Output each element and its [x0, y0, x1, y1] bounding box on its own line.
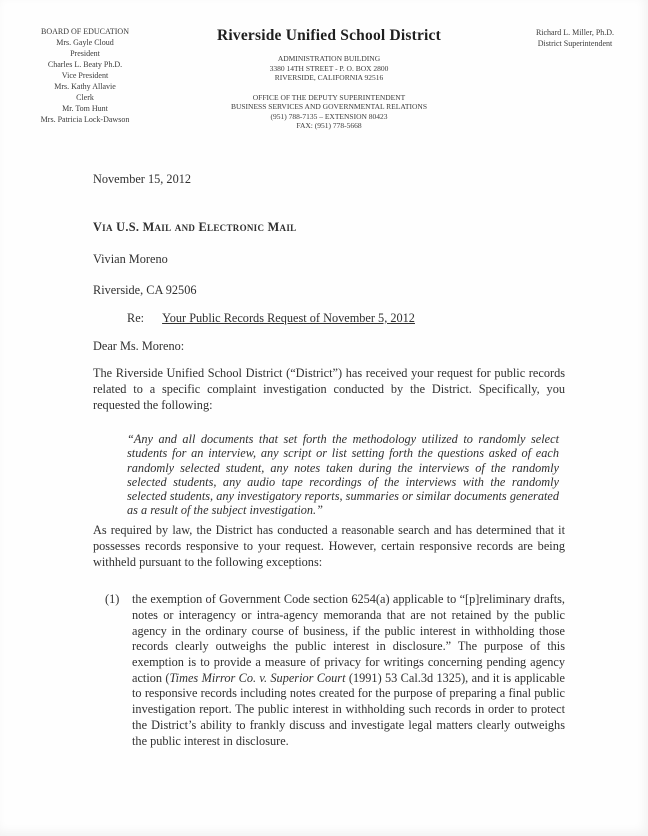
re-subject: Your Public Records Request of November 5, 2012 [162, 310, 415, 325]
phone-line: (951) 788-7135 – EXTENSION 80423 [270, 111, 388, 121]
district-letterhead [164, 27, 494, 131]
board-member-role: Vice President [61, 71, 109, 80]
office-title-line: OFFICE OF THE DEPUTY SUPERINTENDENT [252, 92, 406, 102]
exception-text [132, 592, 565, 749]
superintendent-title: District Superintendent [537, 39, 613, 48]
board-member-name: Mrs. Kathy Allavie [54, 82, 116, 91]
exception-item-1 [93, 592, 565, 749]
board-of-education-block [9, 26, 161, 125]
paragraph-search-result: As required by law, the District has conducted a reasonable search and has determined that it possesses records responsive to your request. However, certain responsive records are being withheld pursuant to the following exceptions: [93, 523, 565, 569]
district-title: Riverside Unified School District [216, 27, 441, 44]
admin-address-block [164, 54, 494, 83]
board-member-name: Mrs. Patricia Lock-Dawson [40, 115, 130, 124]
delivery-method-line: Via U.S. Mail and Electronic Mail [93, 219, 297, 234]
board-title: BOARD OF EDUCATION [40, 27, 129, 36]
street-address-line: 3380 14TH STREET - P. O. BOX 2800 [269, 63, 389, 73]
superintendent-name: Richard L. Miller, Ph.D. [535, 28, 615, 37]
office-subtitle-line: BUSINESS SERVICES AND GOVERNMENTAL RELATIONS [230, 102, 428, 111]
office-block [164, 93, 494, 131]
recipient-name: Vivian Moreno [93, 252, 168, 267]
exception-number: (1) [105, 592, 120, 607]
paragraph-intro: The Riverside Unified School District (“District”) has received your request for public records related to a specific complaint investigation conducted by the District. Specifically, you requested the following: [93, 366, 565, 412]
quoted-records-request: “Any and all documents that set forth the methodology utilized to randomly select students for an interview, any script or list setting forth the questions asked of each randomly selected student, any notes taken during the interviews of the randomly selected students, any audio tape recordings of the interviews with the randomly selected students, any investigatory reports, summaries or similar documents generated as a result of the subject investigation.” [127, 432, 559, 518]
board-member-name: Mr. Tom Hunt [62, 104, 108, 113]
fax-line: FAX: (951) 778-5668 [296, 121, 362, 130]
admin-building-line: ADMINISTRATION BUILDING [277, 54, 381, 63]
superintendent-block [506, 27, 644, 49]
exception-text-before-citation: the exemption of Government Code section 6254(a) applicable to “[p]reliminary drafts, notes or interagency or intra-agency memoranda that are not retained by the public agency in the ordinary course of business, if the public interest in withholding those records clearly outweighs the public interest in disclosure.” The purpose of this exemption is to provide a measure of privacy for writings concerning pending agency action ( [132, 592, 565, 685]
board-member-role: President [70, 49, 100, 58]
case-citation: Times Mirror Co. v. Superior Court [169, 670, 346, 685]
salutation: Dear Ms. Moreno: [93, 338, 185, 353]
recipient-city: Riverside, CA 92506 [93, 282, 197, 297]
letter-body [93, 172, 565, 749]
re-line [93, 311, 565, 327]
board-member-name: Charles L. Beaty Ph.D. [47, 60, 123, 69]
exception-text-after-citation: (1991) 53 Cal.3d 1325), and it is applicable to responsive records including notes created for the purpose of preparing a final public investigation report. The public interest in withholding such records in order to protect the District’s ability to frankly discuss and investigate legal matters clearly outweighs the public interest in disclosure. [132, 670, 566, 748]
date-line: November 15, 2012 [93, 172, 192, 186]
board-member-role: Clerk [76, 93, 94, 102]
city-state-zip-line: RIVERSIDE, CALIFORNIA 92516 [274, 73, 384, 82]
board-member-name: Mrs. Gayle Cloud [56, 38, 114, 47]
re-label: Re: [127, 310, 145, 325]
